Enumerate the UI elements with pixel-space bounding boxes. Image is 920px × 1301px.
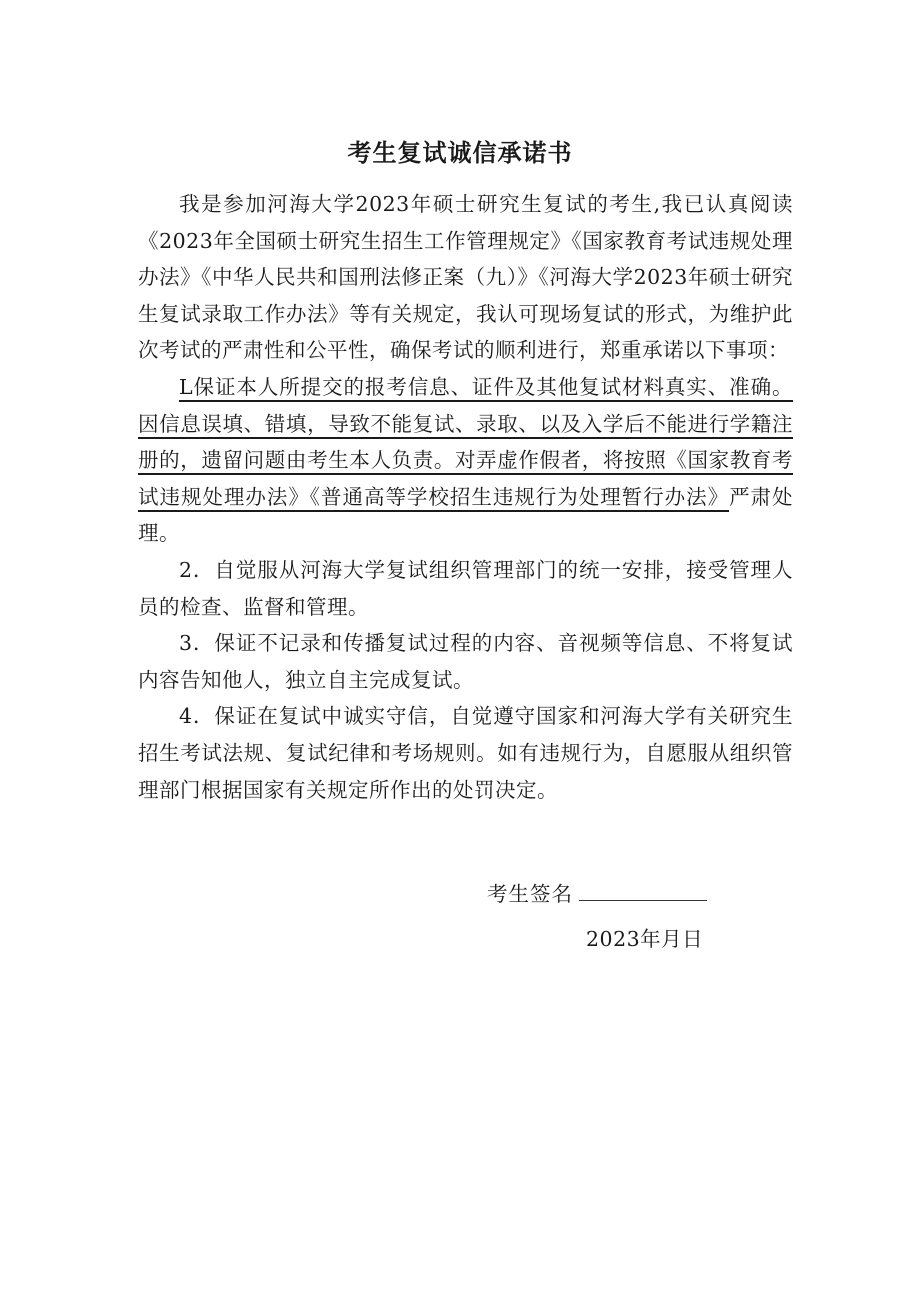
commitment-item-1-tail: 严肃处理。 bbox=[138, 484, 794, 546]
signature-block bbox=[487, 879, 707, 909]
commitment-item-1 bbox=[138, 369, 793, 552]
intro-paragraph: 我是参加河海大学2023年硕士研究生复试的考生,我已认真阅读《2023年全国硕士研究生招生工作管理规定》《国家教育考试违规处理办法》《中华人民共和国刑法修正案（九）》《河海大学2023年硕士研究生复试录取工作办法》等有关规定，我认可现场复试的形式，为维护此次考试的严肃性和公平性，确保考试的顺利进行，郑重承诺以下事项： bbox=[138, 192, 793, 363]
signature-line[interactable] bbox=[579, 880, 707, 901]
document-body bbox=[138, 186, 793, 808]
document-title: 考生复试诚信承诺书 bbox=[347, 139, 573, 167]
commitment-item-3: 3．保证不记录和传播复试过程的内容、音视频等信息、不将复试内容告知他人，独立自主完成复试。 bbox=[138, 631, 793, 692]
commitment-item-1-text: L保证本人所提交的报考信息、证件及其他复试材料真实、准确。因信息误填、错填，导致不能复试、录取、以及入学后不能进行学籍注册的，遗留问题由考生本人负责。对弄虚作假者，将按照《国家教育考试违规处理办法》《普通高等学校招生违规行为处理暂行办法》 bbox=[138, 374, 793, 509]
signature-label: 考生签名 bbox=[487, 882, 573, 906]
date-line: 2023年月日 bbox=[586, 927, 704, 951]
commitment-item-4: 4．保证在复试中诚实守信，自觉遵守国家和河海大学有关研究生招生考试法规、复试纪律和考场规则。如有违规行为，自愿服从组织管理部门根据国家有关规定所作出的处罚决定。 bbox=[138, 704, 793, 802]
commitment-item-2: 2．自觉服从河海大学复试组织管理部门的统一安排，接受管理人员的检查、监督和管理。 bbox=[138, 557, 793, 619]
